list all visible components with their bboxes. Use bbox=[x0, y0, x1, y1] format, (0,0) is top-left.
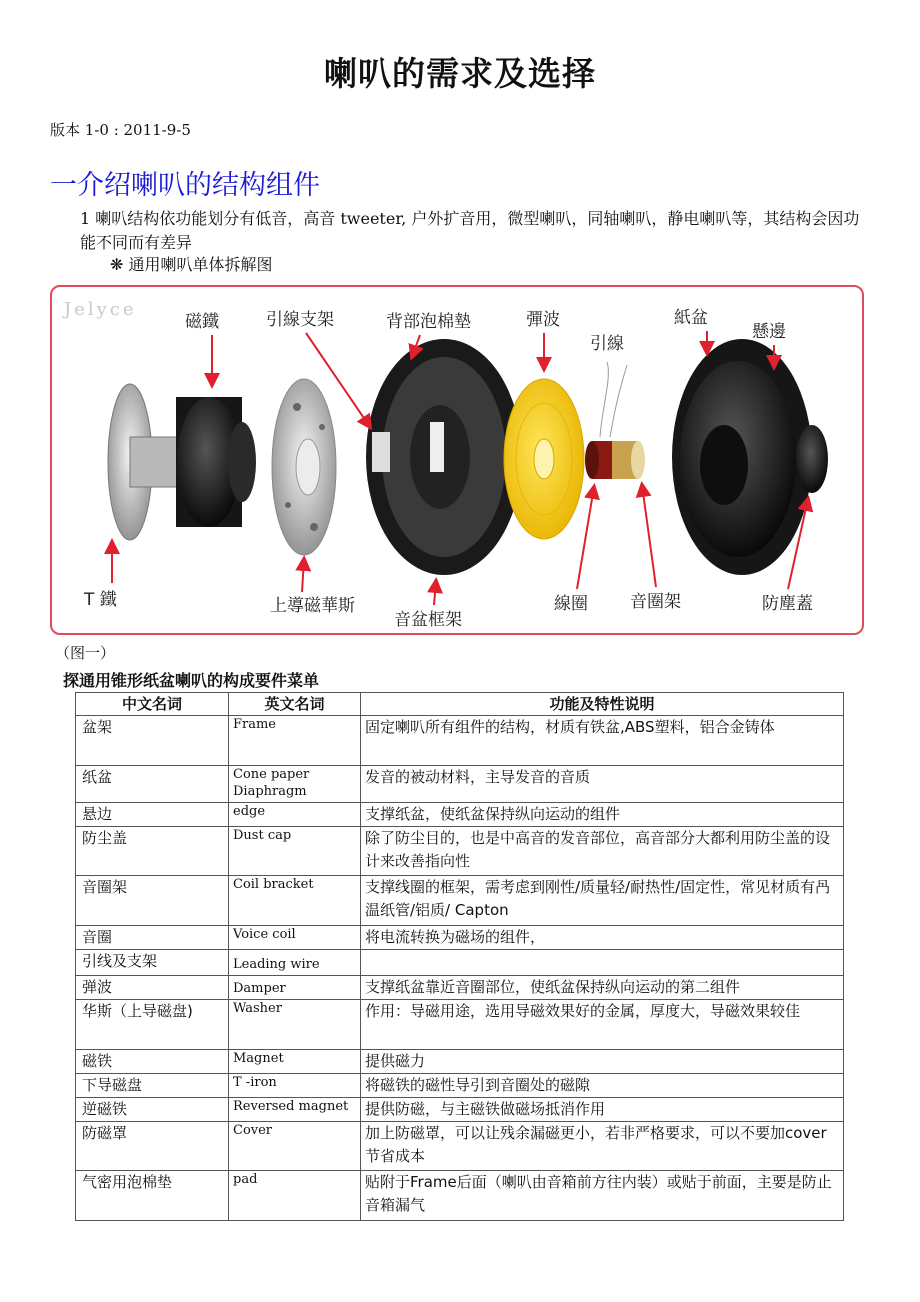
table-row bbox=[76, 716, 844, 766]
frame-part bbox=[366, 339, 522, 575]
top-plate-part bbox=[272, 379, 336, 555]
intro-paragraph: 1 喇叭结构依功能划分有低音，高音 tweeter, 户外扩音用，微型喇叭，同轴喇叭，静电喇叭等，其结构会因功能不同而有差异 bbox=[80, 209, 860, 252]
watermark: Jelyce bbox=[64, 299, 137, 320]
table-row bbox=[76, 926, 844, 950]
label-dust-cap: 防塵蓋 bbox=[762, 594, 813, 614]
label-damper: 彈波 bbox=[526, 310, 560, 330]
table-row bbox=[76, 766, 844, 803]
label-surround: 懸邊 bbox=[752, 322, 786, 342]
table-row bbox=[76, 827, 844, 876]
cell-desc: 支撑纸盆，使纸盆保持纵向运动的组件 bbox=[361, 803, 844, 827]
table-row bbox=[76, 1000, 844, 1050]
table-row bbox=[76, 1122, 844, 1171]
cone-part bbox=[672, 339, 812, 575]
cell-desc: 加上防磁罩，可以让残余漏磁更小，若非严格要求，可以不要加cover节省成本 bbox=[361, 1122, 844, 1171]
table-row bbox=[76, 876, 844, 926]
label-paper-cone: 紙盆 bbox=[674, 308, 708, 328]
cell-en: Damper bbox=[229, 976, 361, 1000]
cell-en: Magnet bbox=[229, 1050, 361, 1074]
label-top-plate: 上導磁華斯 bbox=[270, 596, 355, 616]
table-row bbox=[76, 1074, 844, 1098]
cell-en: Washer bbox=[229, 1000, 361, 1050]
table-row bbox=[76, 803, 844, 827]
cell-cn: 音圈架 bbox=[76, 876, 229, 926]
cell-cn: 弹波 bbox=[76, 976, 229, 1000]
cell-cn: 逆磁铁 bbox=[76, 1098, 229, 1122]
cell-desc: 固定喇叭所有组件的结构，材质有铁盆,ABS塑料，铝合金铸体 bbox=[361, 716, 844, 766]
table-title: 探通用锥形纸盆喇叭的构成要件菜单 bbox=[63, 671, 320, 690]
cell-en: Cover bbox=[229, 1122, 361, 1171]
voice-coil-part bbox=[585, 362, 645, 479]
table-row bbox=[76, 976, 844, 1000]
cell-desc: 除了防尘目的，也是中高音的发音部位，高音部分大都利用防尘盖的设计来改善指向性 bbox=[361, 827, 844, 876]
damper-part bbox=[504, 379, 584, 539]
cell-cn: 防尘盖 bbox=[76, 827, 229, 876]
header-cn: 中文名词 bbox=[76, 693, 229, 716]
cell-cn: 下导磁盘 bbox=[76, 1074, 229, 1098]
cell-en: Reversed magnet bbox=[229, 1098, 361, 1122]
exploded-diagram bbox=[52, 287, 864, 635]
figure-caption: （图一） bbox=[55, 644, 116, 662]
version-line: 版本 1-0 : 2011-9-5 bbox=[50, 121, 191, 139]
label-coil-former: 音圈架 bbox=[630, 592, 681, 612]
label-t-iron: T 鐵 bbox=[84, 590, 117, 610]
table-row bbox=[76, 950, 844, 976]
cell-cn: 纸盆 bbox=[76, 766, 229, 803]
cell-cn: 引线及支架 bbox=[76, 950, 229, 976]
table-header-row bbox=[76, 693, 844, 716]
cell-en: Frame bbox=[229, 716, 361, 766]
label-lead-wire: 引線 bbox=[590, 334, 624, 354]
cell-en: edge bbox=[229, 803, 361, 827]
cell-desc: 将磁铁的磁性导引到音圈处的磁隙 bbox=[361, 1074, 844, 1098]
table-row bbox=[76, 1050, 844, 1074]
cell-desc: 支撑线圈的框架，需考虑到刚性/质量轻/耐热性/固定性，常见材质有冎温纸管/铝质/ Capton bbox=[361, 876, 844, 926]
cell-cn: 悬边 bbox=[76, 803, 229, 827]
page-title: 喇叭的需求及选择 bbox=[324, 54, 596, 93]
cell-desc: 作用：导磁用途，选用导磁效果好的金属，厚度大，导磁效果较佳 bbox=[361, 1000, 844, 1050]
section-heading: 一介绍喇叭的结构组件 bbox=[50, 170, 320, 201]
cell-cn: 华斯（上导磁盘) bbox=[76, 1000, 229, 1050]
magnet-part bbox=[176, 397, 256, 527]
components-table bbox=[75, 692, 844, 1221]
cell-desc: 提供防磁，与主磁铁做磁场抵消作用 bbox=[361, 1098, 844, 1122]
cell-cn: 盆架 bbox=[76, 716, 229, 766]
cell-desc: 提供磁力 bbox=[361, 1050, 844, 1074]
cell-en: pad bbox=[229, 1171, 361, 1221]
cell-en: Leading wire bbox=[229, 950, 361, 976]
cell-cn: 磁铁 bbox=[76, 1050, 229, 1074]
table-row bbox=[76, 1098, 844, 1122]
cell-desc: 贴附于Frame后面（喇叭由音箱前方往内装）或贴于前面，主要是防止音箱漏气 bbox=[361, 1171, 844, 1221]
cell-cn: 气密用泡棉垫 bbox=[76, 1171, 229, 1221]
cell-en: Cone paper Diaphragm bbox=[229, 766, 361, 803]
label-frame: 音盆框架 bbox=[394, 610, 462, 630]
cell-en: Dust cap bbox=[229, 827, 361, 876]
cell-desc bbox=[361, 950, 844, 976]
cell-desc: 发音的被动材料，主导发音的音质 bbox=[361, 766, 844, 803]
cell-desc: 支撑纸盆靠近音圈部位，使纸盆保持纵向运动的第二组件 bbox=[361, 976, 844, 1000]
label-back-foam: 背部泡棉墊 bbox=[386, 312, 471, 332]
label-magnet: 磁鐵 bbox=[185, 312, 219, 332]
speaker-exploded-figure bbox=[50, 285, 864, 635]
cell-en: T -iron bbox=[229, 1074, 361, 1098]
label-voice-coil: 線圈 bbox=[554, 594, 588, 614]
cell-en: Coil bracket bbox=[229, 876, 361, 926]
table-row bbox=[76, 1171, 844, 1221]
cell-desc: 将电流转换为磁场的组件， bbox=[361, 926, 844, 950]
dust-cap-part bbox=[796, 425, 828, 493]
header-en: 英文名词 bbox=[229, 693, 361, 716]
label-lead-bracket: 引線支架 bbox=[266, 310, 334, 330]
cell-en: Voice coil bbox=[229, 926, 361, 950]
header-desc: 功能及特性说明 bbox=[361, 693, 844, 716]
figure-subheading: ❋ 通用喇叭单体拆解图 bbox=[110, 255, 273, 274]
cell-cn: 防磁罩 bbox=[76, 1122, 229, 1171]
cell-cn: 音圈 bbox=[76, 926, 229, 950]
